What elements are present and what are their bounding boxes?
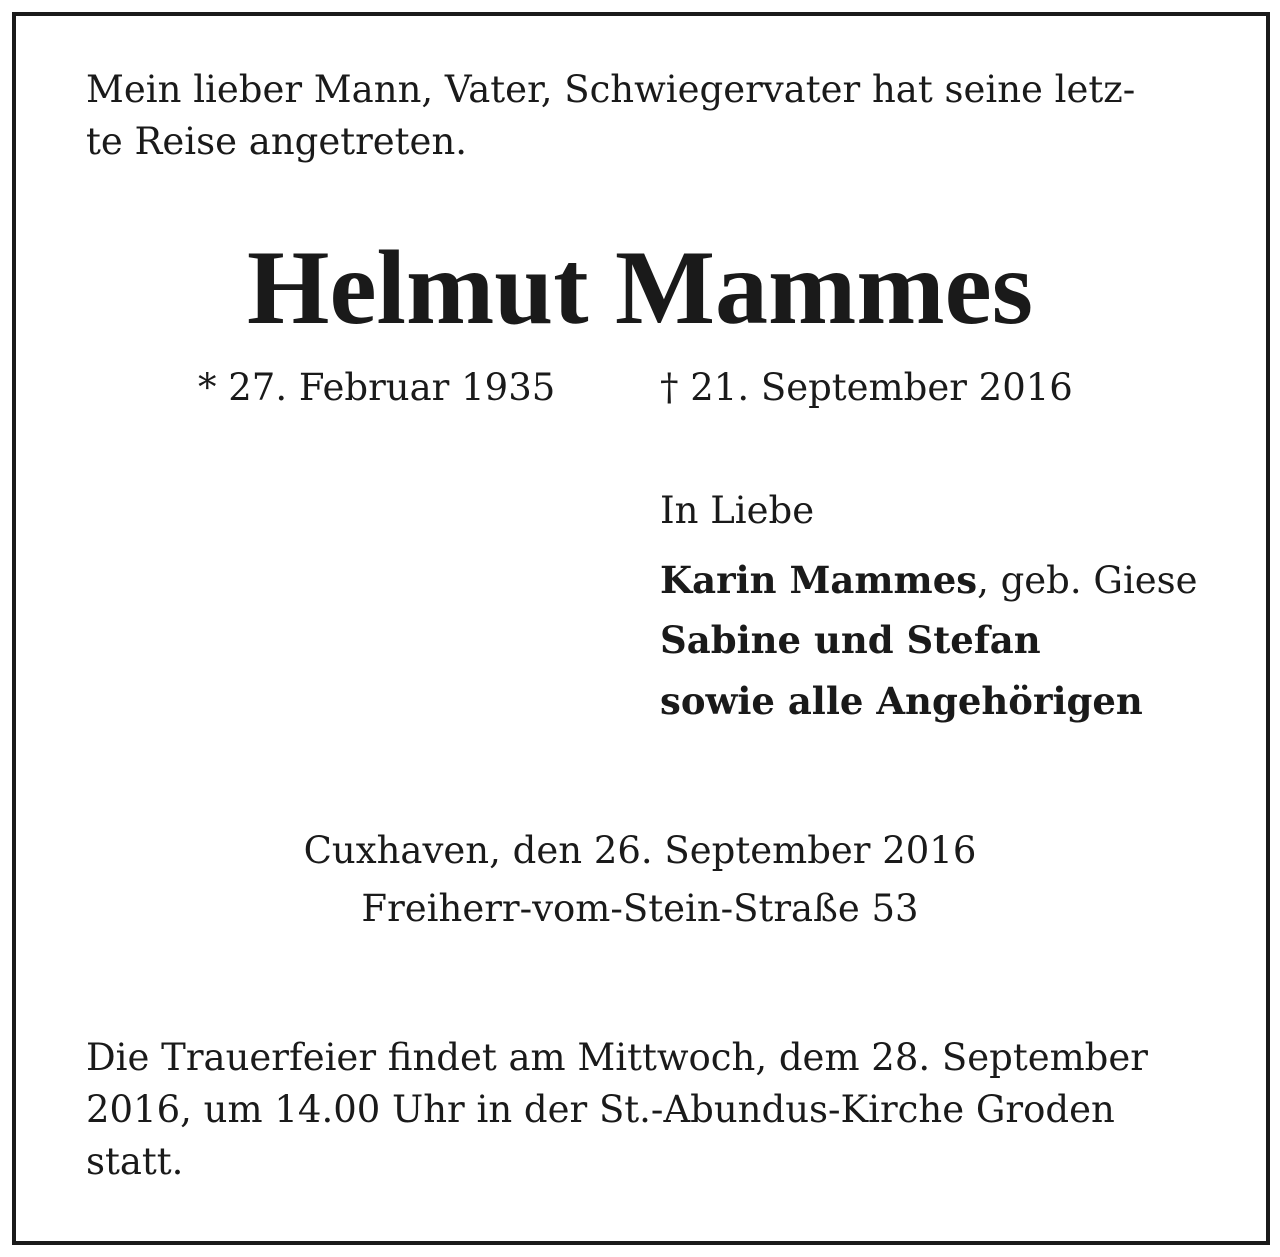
service-line-3: statt.: [86, 1140, 184, 1183]
birth-date: * 27. Februar 1935: [198, 366, 556, 409]
service-line-1: Die Trauerfeier findet am Mittwoch, dem 28. September: [86, 1036, 1148, 1079]
service-text: [86, 1032, 1148, 1188]
place-date: Cuxhaven, den 26. September 2016: [303, 829, 977, 872]
intro-line-2: te Reise angetreten.: [86, 120, 468, 163]
service-line-2: 2016, um 14.00 Uhr in der St.-Abundus-Kirche Groden: [86, 1088, 1115, 1131]
deceased-name: Helmut Mammes: [247, 229, 1033, 346]
mourners-heading: In Liebe: [660, 489, 815, 532]
intro-text: [86, 64, 1135, 168]
mourner-karin-name: Karin Mammes: [660, 558, 978, 602]
mourner-karin: [660, 554, 1198, 607]
mourner-children: Sabine und Stefan: [660, 618, 1041, 662]
mourner-karin-suffix: , geb. Giese: [977, 559, 1198, 602]
street-address: Freiherr-vom-Stein-Straße 53: [361, 887, 919, 930]
death-date: † 21. September 2016: [660, 366, 1073, 409]
mourner-relatives: sowie alle Angehörigen: [660, 679, 1143, 723]
intro-line-1: Mein lieber Mann, Vater, Schwiegervater hat seine letz-: [86, 68, 1136, 111]
